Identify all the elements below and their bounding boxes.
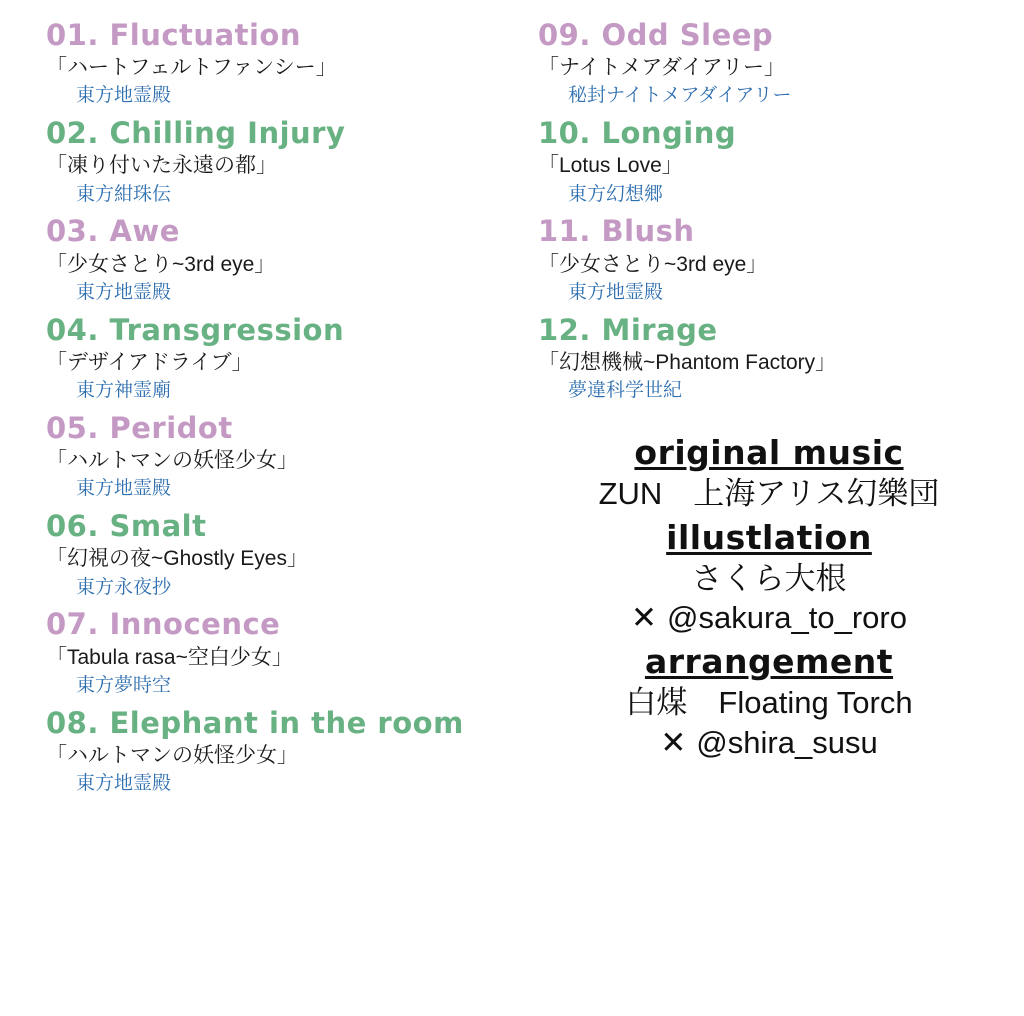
track-source: 「幻視の夜~Ghostly Eyes」 — [46, 547, 308, 571]
track-title: 01. Fluctuation — [46, 18, 302, 52]
track-album: 東方夢時空 — [76, 674, 172, 696]
credits-heading-original-music: original music — [634, 432, 904, 472]
track-item — [538, 18, 1008, 108]
track-item — [538, 214, 1008, 304]
track-source: 「ナイトメアダイアリー」 — [538, 56, 785, 80]
track-title: 07. Innocence — [46, 607, 281, 642]
track-title: 03. Awe — [46, 214, 180, 249]
track-source: 「凍り付いた永遠の都」 — [46, 154, 277, 178]
track-source: 「Tabula rasa~空白少女」 — [46, 645, 293, 669]
track-item — [46, 706, 512, 796]
track-item — [538, 313, 1008, 403]
track-title: 02. Chilling Injury — [46, 116, 346, 151]
track-album: 東方神霊廟 — [76, 380, 172, 402]
track-source: 「デザイアドライブ」 — [46, 350, 253, 374]
credits-arrangement-name: 白煤 Floating Torch — [625, 684, 913, 720]
credits-illustlation-handle: @sakura_to_roro — [667, 600, 907, 636]
credits-heading-arrangement: arrangement — [644, 641, 894, 681]
track-album: 東方地霊殿 — [568, 281, 664, 303]
credits-illustlation-name: さくら大根 — [691, 560, 847, 596]
track-album: 東方幻想郷 — [568, 183, 664, 205]
credits-original-music-value: ZUN 上海アリス幻樂団 — [598, 475, 940, 511]
track-source: 「少女さとり~3rd eye」 — [46, 252, 276, 276]
track-album: 東方地霊殿 — [76, 281, 172, 303]
track-source: 「ハルトマンの妖怪少女」 — [46, 449, 298, 473]
track-title: 12. Mirage — [538, 312, 718, 347]
track-source: 「ハルトマンの妖怪少女」 — [46, 743, 298, 767]
track-title: 06. Smalt — [46, 509, 207, 544]
track-item — [538, 116, 1008, 206]
track-album: 東方地霊殿 — [76, 85, 172, 107]
track-item — [46, 607, 512, 697]
track-title: 09. Odd Sleep — [538, 18, 774, 52]
track-item — [46, 313, 512, 403]
track-item — [46, 411, 512, 501]
tracklist-column-right — [512, 18, 1008, 1016]
tracklist-column-left — [16, 18, 512, 1016]
credits-heading-illustlation: illustlation — [666, 517, 872, 557]
track-title: 10. Longing — [538, 116, 737, 151]
credits-illustlation-handle-row — [538, 598, 1000, 638]
track-album: 東方地霊殿 — [76, 478, 172, 500]
credits-arrangement-handle: @shira_susu — [696, 724, 878, 760]
track-album: 東方永夜抄 — [76, 576, 172, 598]
track-item — [46, 18, 512, 108]
track-item — [46, 509, 512, 599]
track-album: 秘封ナイトメアダイアリー — [568, 85, 792, 107]
credits-block — [538, 433, 1008, 762]
track-item — [46, 214, 512, 304]
track-item — [46, 116, 512, 206]
track-title: 04. Transgression — [46, 312, 345, 347]
track-album: 夢違科学世紀 — [568, 380, 683, 402]
track-album: 東方紺珠伝 — [76, 183, 172, 205]
track-source: 「Lotus Love」 — [538, 154, 683, 178]
credits-arrangement-handle-row — [538, 723, 1000, 763]
track-source: 「幻想機械~Phantom Factory」 — [538, 350, 837, 374]
x-icon: ✕ — [631, 600, 657, 636]
track-title: 11. Blush — [538, 214, 695, 249]
track-title: 05. Peridot — [46, 410, 233, 445]
track-source: 「少女さとり~3rd eye」 — [538, 252, 768, 276]
track-title: 08. Elephant in the room — [46, 705, 464, 740]
track-source: 「ハートフェルトファンシー」 — [46, 56, 337, 80]
x-icon: ✕ — [660, 724, 687, 760]
track-album: 東方地霊殿 — [76, 773, 172, 794]
